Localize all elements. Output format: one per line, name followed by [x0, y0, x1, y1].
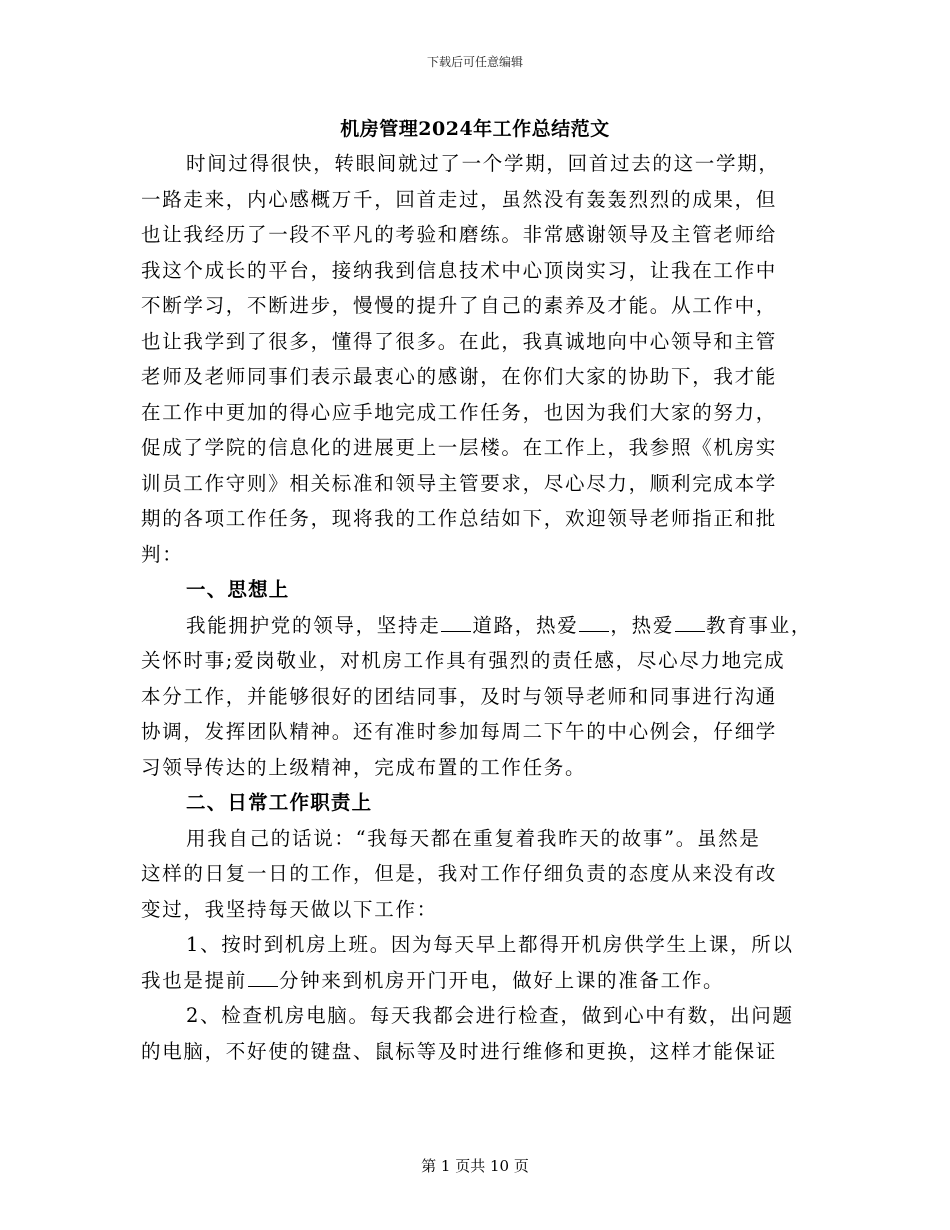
paragraph-line: 本分工作，并能够很好的团结同事，及时与领导老师和同事进行沟通 — [141, 684, 778, 708]
paragraph-line: 不断学习，不断进步，慢慢的提升了自己的素养及才能。从工作中， — [141, 294, 778, 317]
paragraph-line: 时间过得很快，转眼间就过了一个学期，回首过去的这一学期， — [186, 152, 780, 175]
paragraph-line: 一路走来，内心感概万千，回首走过，虽然没有轰轰烈烈的成果，但 — [141, 187, 778, 211]
paragraph-line — [141, 608, 821, 644]
paragraph-line: 也让我经历了一段不平凡的考验和磨练。非常感谢领导及主管老师给 — [141, 223, 778, 246]
page-header: 下载后可任意编辑 — [426, 55, 523, 69]
page-footer: 第 1 页共 10 页 — [421, 1157, 529, 1175]
line-segment: ，热爱 — [610, 613, 675, 637]
paragraph-line: 关怀时事;爱岗敬业，对机房工作具有强烈的责任感，尽心尽力地完成 — [141, 649, 786, 672]
line-segment: 教育事业， — [706, 613, 813, 637]
paragraph-line: 在工作中更加的得心应手地完成工作任务，也因为我们大家的努力， — [141, 400, 778, 424]
paragraph-line: 也让我学到了很多，懂得了很多。在此，我真诚地向中心领导和主管 — [141, 329, 778, 353]
fill-in-blank — [579, 613, 609, 632]
paragraph-line: 我这个成长的平台，接纳我到信息技术中心顶岗实习，让我在工作中 — [141, 258, 778, 282]
paragraph-line: 习领导传达的上级精神，完成布置的工作任务。 — [141, 755, 587, 779]
line-segment: 我能拥护党的领导，坚持走 — [186, 613, 441, 637]
paragraph-line: 1、按时到机房上班。因为每天早上都得开机房供学生上课，所以 — [186, 933, 794, 956]
fill-in-blank — [441, 613, 471, 632]
line-segment: 分钟来到机房开门开电，做好上课的准备工作。 — [279, 968, 725, 992]
paragraph-line: 协调，发挥团队精神。还有准时参加每周二下午的中心例会，仔细学 — [141, 720, 778, 743]
paragraph-line: 用我自己的话说：“我每天都在重复着我昨天的故事”。虽然是 — [186, 826, 761, 850]
paragraph-line: 2、检查机房电脑。每天我都会进行检查，做到心中有数，出问题 — [186, 1004, 794, 1027]
fill-in-blank — [248, 968, 278, 987]
document-body — [141, 146, 821, 1069]
paragraph-line: 期的各项工作任务，现将我的工作总结如下，欢迎领导老师指正和批 — [141, 507, 778, 530]
paragraph-line: 的电脑，不好使的键盘、鼠标等及时进行维修和更换，这样才能保证 — [141, 1039, 778, 1063]
fill-in-blank — [675, 613, 705, 632]
document-title: 机房管理2024年工作总结范文 — [340, 118, 610, 140]
paragraph-line: 这样的日复一日的工作，但是，我对工作仔细负责的态度从来没有改 — [141, 862, 778, 885]
paragraph-line: 训员工作守则》相关标准和领导主管要求，尽心尽力，顺利完成本学 — [141, 471, 778, 495]
paragraph-line: 老师及老师同事们表示最衷心的感谢，在你们大家的协助下，我才能 — [141, 365, 778, 388]
section-heading: 一、思想上 — [186, 578, 290, 601]
paragraph-line: 变过，我坚持每天做以下工作： — [141, 897, 438, 921]
paragraph-line — [141, 963, 821, 999]
paragraph-line: 判： — [141, 542, 184, 566]
section-heading: 二、日常工作职责上 — [186, 791, 373, 814]
line-segment: 道路，热爱 — [472, 613, 579, 637]
line-segment: 我也是提前 — [141, 968, 248, 992]
paragraph-line: 促成了学院的信息化的进展更上一层楼。在工作上，我参照《机房实 — [141, 436, 778, 459]
